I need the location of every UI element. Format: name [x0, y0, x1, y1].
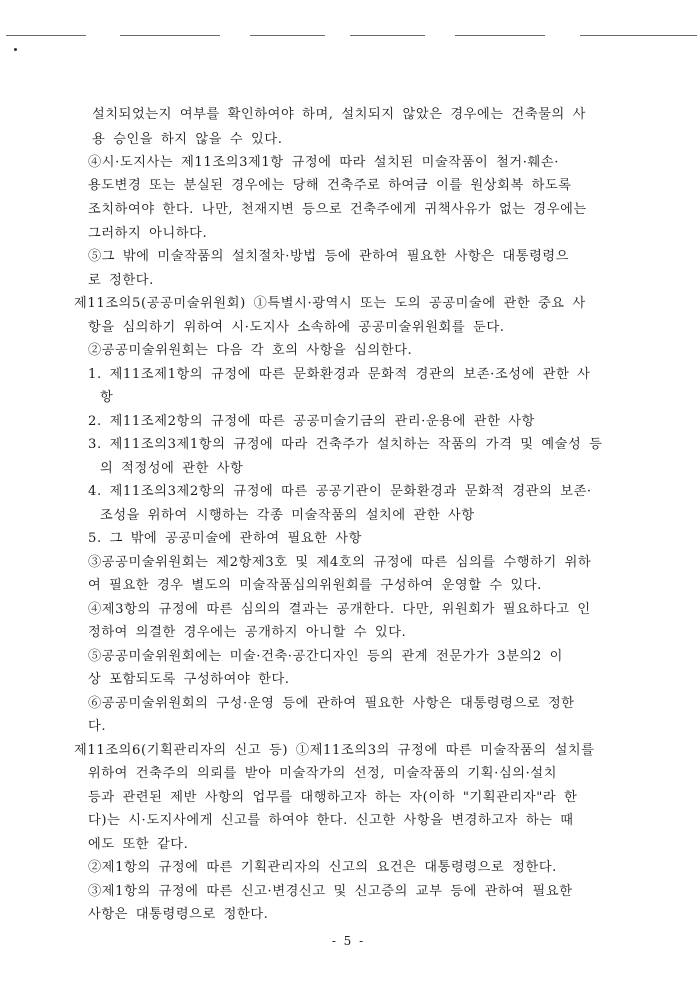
scan-speck [14, 48, 17, 51]
text-line: ④시·도지사는 제11조의3제1항 규정에 따라 설치된 미술작품이 철거·훼손· [88, 155, 560, 170]
text-line: 여 필요한 경우 별도의 미술작품심의위원회를 구성하여 운영할 수 있다. [88, 578, 542, 593]
page-number: - 5 - [331, 934, 366, 948]
text-line: ②제1항의 규정에 따른 기획관리자의 신고의 요건은 대통령령으로 정한다. [88, 860, 557, 875]
text-line: 항을 심의하기 위하여 시·도지사 소속하에 공공미술위원회를 둔다. [88, 320, 505, 335]
text-line: 3. 제11조의3제1항의 규정에 따라 건축주가 설치하는 작품의 가격 및 예술성 등 [88, 437, 603, 452]
text-line: 그러하지 아니하다. [88, 226, 208, 241]
text-line: 2. 제11조제2항의 규정에 따른 공공미술기금의 관리·운용에 관한 사항 [88, 414, 535, 429]
text-line: 상 포함되도록 구성하여야 한다. [88, 672, 290, 687]
text-line: 정하여 의결한 경우에는 공개하지 아니할 수 있다. [88, 625, 407, 640]
text-line: ⑤그 밖에 미술작품의 설치절차·방법 등에 관하여 필요한 사항은 대통령령으 [88, 249, 570, 264]
text-line: 조성을 위하여 시행하는 각종 미술작품의 설치에 관한 사항 [100, 508, 475, 523]
text-line: 항 [100, 390, 114, 405]
text-line: 용도변경 또는 분실된 경우에는 당해 건축주로 하여금 이를 원상회복 하도록 [88, 178, 572, 193]
text-line: ⑤공공미술위원회에는 미술·건축·공간디자인 등의 관계 전문가가 3분의2 이 [88, 649, 563, 664]
text-line: 5. 그 밖에 공공미술에 관하여 필요한 사항 [88, 531, 362, 546]
text-line: 의 적정성에 관한 사항 [100, 461, 244, 476]
text-line: 제11조의5(공공미술위원회) ①특별시·광역시 또는 도의 공공미술에 관한 중요 사 [74, 296, 586, 311]
text-line: 에도 또한 같다. [88, 837, 189, 852]
text-line: 다. [88, 719, 107, 734]
text-line: ④제3항의 규정에 따른 심의의 결과는 공개한다. 다만, 위원회가 필요하다고 인 [88, 602, 591, 617]
text-line: 위하여 건축주의 의뢰를 받아 미술작가의 선정, 미술작품의 기획·심의·설치 [88, 766, 558, 781]
header-rule-4 [350, 35, 425, 36]
header-rule-3 [250, 35, 325, 36]
text-line: 다)는 시·도지사에게 신고를 하여야 한다. 신고한 사항을 변경하고자 하는 때 [88, 813, 574, 828]
text-line: ③제1항의 규정에 따른 신고·변경신고 및 신고증의 교부 등에 관하여 필요한 [88, 884, 573, 899]
text-line: 조치하여야 한다. 나만, 천재지변 등으로 건축주에게 귀책사유가 없는 경우에는 [88, 202, 587, 217]
header-rule-5 [455, 35, 545, 36]
text-line: 로 정한다. [88, 273, 154, 288]
text-line: ⑥공공미술위원회의 구성·운영 등에 관하여 필요한 사항은 대통령령으로 정한 [88, 696, 575, 711]
text-line: 설치되었는지 여부를 확인하여야 하며, 설치되지 않았은 경우에는 건축물의 사 [92, 107, 586, 122]
text-line: ②공공미술위원회는 다음 각 호의 사항을 심의한다. [88, 343, 413, 358]
text-line: 용 승인을 하지 않을 수 있다. [92, 132, 283, 147]
text-line: 제11조의6(기획관리자의 신고 등) ①제11조의3의 규정에 따른 미술작품의 설치를 [74, 743, 595, 758]
text-line: 등과 관련된 제반 사항의 업무를 대행하고자 하는 자(이하 "기획관리자"라 한 [88, 790, 578, 805]
text-line: 1. 제11조제1항의 규정에 따른 문화환경과 문화적 경관의 보존·조성에 관한 사 [88, 367, 591, 382]
text-line: 4. 제11조의3제2항의 규정에 따른 공공기관이 문화환경과 문화적 경관의 보존· [88, 484, 592, 499]
header-rule-1 [6, 35, 86, 36]
header-rule-6 [580, 35, 697, 36]
text-line: 사항은 대통령령으로 정한다. [88, 907, 269, 922]
header-rule-2 [120, 35, 220, 36]
text-line: ③공공미술위원회는 제2항제3호 및 제4호의 규정에 따른 심의를 수행하기 위하 [88, 555, 592, 570]
